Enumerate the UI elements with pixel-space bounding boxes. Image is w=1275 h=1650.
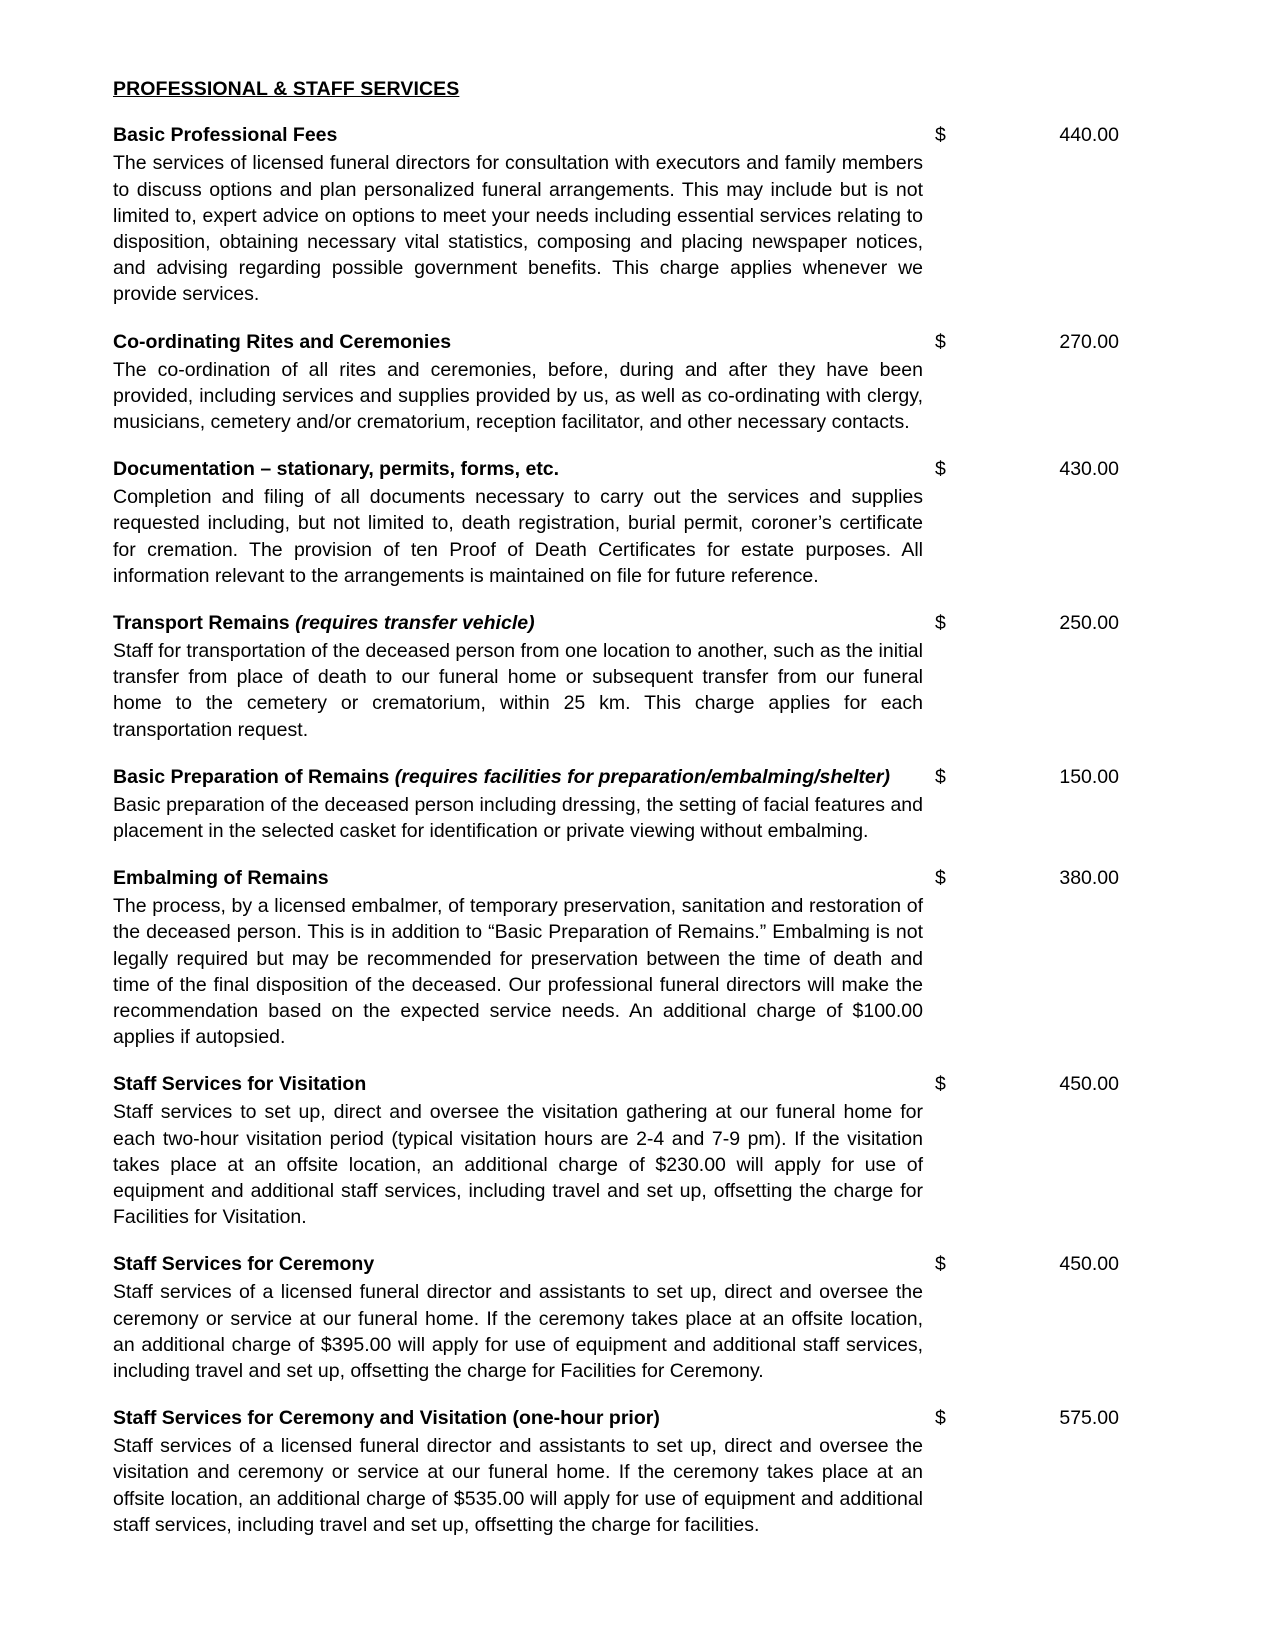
service-item-title-text: Transport Remains xyxy=(113,612,290,634)
service-item-description: Staff services of a licensed funeral director and assistants to set up, direct and oversee the visitation and ceremony or service at our funeral home. If the ceremony takes place at an offsite location, an additional charge of $535.00 will apply for use of equipment and additional staff services, including travel and set up, offsetting the charge for facilities. xyxy=(113,1435,923,1536)
service-item xyxy=(113,123,1165,307)
service-item-body xyxy=(113,1072,923,1230)
service-item-title xyxy=(113,1072,923,1098)
service-item-body xyxy=(113,457,923,589)
service-item-price xyxy=(935,1072,1165,1098)
currency-symbol: $ xyxy=(935,458,946,481)
service-item-price xyxy=(935,765,1165,791)
price-amount: 450.00 xyxy=(1059,1253,1119,1276)
currency-symbol: $ xyxy=(935,867,946,890)
currency-symbol: $ xyxy=(935,1253,946,1276)
service-item-description: Basic preparation of the deceased person including dressing, the setting of facial features and placement in the selected casket for identification or private viewing without embalming. xyxy=(113,793,923,842)
currency-symbol: $ xyxy=(935,124,946,147)
service-item-description: Staff for transportation of the deceased person from one location to another, such as the initial transfer from place of death to our funeral home or subsequent transfer from our funeral home to the cemetery or crematorium, within 25 km. This charge applies for each transportation request. xyxy=(113,639,923,741)
service-item xyxy=(113,1252,1165,1384)
service-item-description: The services of licensed funeral directors for consultation with executors and family members to discuss options and plan personalized funeral arrangements. This may include but is not limited to, expert advice on options to meet your needs including essential services relating to disposition, obtaining necessary vital statistics, composing and placing newspaper notices, and advising regarding possible government benefits. This charge applies whenever we provide services. xyxy=(113,152,923,306)
service-item-list xyxy=(113,123,1165,1538)
currency-symbol: $ xyxy=(935,765,946,788)
price-amount: 430.00 xyxy=(1059,458,1119,481)
price-amount: 450.00 xyxy=(1059,1073,1119,1096)
service-item-description: Staff services of a licensed funeral director and assistants to set up, direct and oversee the ceremony or service at our funeral home. If the ceremony takes place at an offsite location, an additional charge of $395.00 will apply for use of equipment and additional staff services, including travel and set up, offsetting the charge for Facilities for Ceremony. xyxy=(113,1281,923,1382)
service-item-title-text: Co-ordinating Rites and Ceremonies xyxy=(113,330,452,353)
service-item-qualifier: (requires facilities for preparation/embalming/shelter) xyxy=(394,765,890,788)
service-item xyxy=(113,866,1165,1050)
service-item-title xyxy=(113,330,923,356)
service-item xyxy=(113,457,1165,589)
service-item-price xyxy=(935,866,1165,892)
service-item xyxy=(113,1406,1165,1538)
service-item-price xyxy=(935,123,1165,149)
currency-symbol: $ xyxy=(935,612,946,634)
price-amount: 380.00 xyxy=(1059,867,1119,890)
service-item xyxy=(113,765,1165,844)
service-item-title-text: Basic Professional Fees xyxy=(113,124,338,147)
currency-symbol: $ xyxy=(935,1073,946,1096)
service-item-description: Staff services to set up, direct and oversee the visitation gathering at our funeral home for each two-hour visitation period (typical visitation hours are 2-4 and 7-9 pm). If the visitation takes place at an offsite location, an additional charge of $230.00 will apply for use of equipment and additional staff services, including travel and set up, offsetting the charge for Facilities for Visitation. xyxy=(113,1101,923,1229)
service-item-price xyxy=(935,1252,1165,1278)
service-item-title xyxy=(113,123,923,149)
service-item-body xyxy=(113,1406,923,1538)
service-item-body xyxy=(113,765,923,844)
service-item-title xyxy=(113,765,923,791)
service-item-title-text: Staff Services for Ceremony xyxy=(113,1253,375,1276)
price-amount: 440.00 xyxy=(1059,124,1119,147)
price-amount: 250.00 xyxy=(1059,612,1119,634)
service-item-qualifier: (requires transfer vehicle) xyxy=(295,612,535,634)
currency-symbol: $ xyxy=(935,1407,946,1430)
service-item xyxy=(113,611,1165,743)
service-item-body xyxy=(113,866,923,1050)
service-item-price xyxy=(935,611,1165,637)
price-amount: 270.00 xyxy=(1059,330,1119,353)
service-item xyxy=(113,330,1165,436)
service-item-title-text: Staff Services for Ceremony and Visitation (one-hour prior) xyxy=(113,1407,660,1430)
service-item-body xyxy=(113,1252,923,1384)
service-item-price xyxy=(935,330,1165,356)
price-amount: 150.00 xyxy=(1059,765,1119,788)
service-item-body xyxy=(113,330,923,436)
service-item-title xyxy=(113,611,923,637)
service-item-body xyxy=(113,123,923,307)
service-item-title-text: Documentation – stationary, permits, forms, etc. xyxy=(113,458,560,481)
price-amount: 575.00 xyxy=(1059,1407,1119,1430)
service-item-description: Completion and filing of all documents necessary to carry out the services and supplies requested including, but not limited to, death registration, burial permit, coroner’s certificate for cremation. The provision of ten Proof of Death Certificates for estate purposes. All information relevant to the arrangements is maintained on file for future reference. xyxy=(113,486,923,587)
service-item-title xyxy=(113,1406,923,1432)
service-item-title-text: Basic Preparation of Remains xyxy=(113,765,390,788)
service-item-body xyxy=(113,611,923,743)
service-item-price xyxy=(935,457,1165,483)
service-item-title xyxy=(113,457,923,483)
service-item-title xyxy=(113,866,923,892)
service-item-price xyxy=(935,1406,1165,1432)
service-item-description: The co-ordination of all rites and ceremonies, before, during and after they have been provided, including services and supplies provided by us, as well as co-ordinating with clergy, musicians, cemetery and/or crematorium, reception facilitator, and other necessary contacts. xyxy=(113,358,923,433)
service-item-title-text: Staff Services for Visitation xyxy=(113,1073,367,1096)
service-item-title xyxy=(113,1252,923,1278)
service-item xyxy=(113,1072,1165,1230)
currency-symbol: $ xyxy=(935,330,946,353)
page-title: PROFESSIONAL & STAFF SERVICES xyxy=(113,78,460,100)
service-item-title-text: Embalming of Remains xyxy=(113,867,329,890)
service-item-description: The process, by a licensed embalmer, of temporary preservation, sanitation and restoration of the deceased person. This is in addition to “Basic Preparation of Remains.” Embalming is not legally required but may be recommended for preservation between the time of death and time of the final disposition of the deceased. Our professional funeral directors will make the recommendation based on the expected service needs. An additional charge of $100.00 applies if autopsied. xyxy=(113,895,923,1049)
